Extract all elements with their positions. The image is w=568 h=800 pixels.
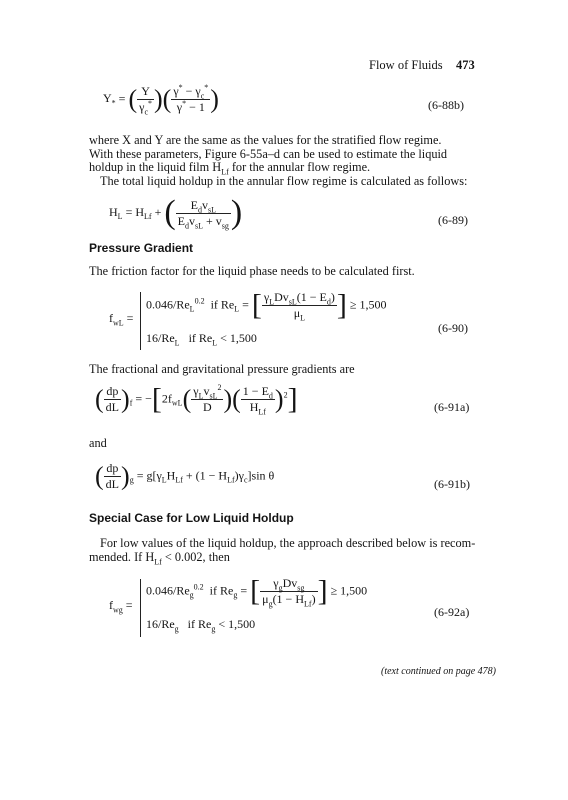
equation-6-89: $H_L = H_{Lf}$ + ( $\frac{E_dv_{sL}}{E_dv_{sL} + v_{sg}}$ ) [109, 194, 243, 231]
section-heading: Pressure Gradient [89, 241, 194, 255]
equation-6-91b: ( $\frac{dp}{dL}$ )$_g = g[\gamma_LH_{Lf} + (1 - H_{Lf})\gamma_c]\sin$ θ [95, 461, 275, 491]
equation-6-91a: ( $\frac{dp}{dL}$ )$_f = -[2f_{wL}$( $\frac{\gamma_Lv_{sL}^2}{D}$ )( $\frac{1 - E_d}{H_{Lf}}$ )$^2$] [95, 382, 298, 417]
continued-note: (text continued on page 478) [381, 666, 496, 677]
page-number: 473 [456, 58, 475, 72]
paragraph-line: The friction factor for the liquid phase needs to be calculated first. [89, 264, 415, 278]
paragraph-line: and [89, 436, 107, 450]
paragraph-line: mended. If $H_{Lf} < 0.002$, then [89, 550, 230, 567]
paragraph-line: holdup in the liquid film $H_{Lf}$ for the annular flow regime. [89, 160, 371, 177]
equation-number-6-88b: (6-88b) [428, 98, 464, 112]
equation-number-6-91b: (6-91b) [434, 477, 470, 491]
paragraph-line: For low values of the liquid holdup, the approach described below is recom- [100, 536, 476, 550]
equation-6-90-lhs: $f_{wL}$ = [109, 311, 134, 328]
equation-number-6-92a: (6-92a) [434, 605, 470, 619]
paragraph-line: With these parameters, Figure 6-55a–d can be used to estimate the liquid [89, 147, 448, 161]
equation-number-6-91a: (6-91a) [434, 400, 470, 414]
equation-6-88b: $Y_*$ = ( $\frac{Y}{\gamma_c^*}$ )( $\frac{\gamma^* - \gamma_c^*}{\gamma^* - 1}$ ) [103, 83, 219, 117]
equation-number-6-90: (6-90) [438, 321, 468, 335]
equation-brace [140, 292, 141, 350]
equation-6-92a-case1: $0.046/Re_g^{0.2}$ if $Re_g$ = [ $\frac{\gamma_gDv_{sg}}{\mu_g(1 - H_{Lf})}$ ] ≥ 1,500 [146, 574, 368, 609]
section-heading: Special Case for Low Liquid Holdup [89, 511, 294, 525]
equation-number-6-89: (6-89) [438, 213, 468, 227]
equation-6-90-case2: $16/Re_L$ if $Re_L < 1,500$ [146, 331, 257, 348]
equation-6-92a-case2: $16/Re_g$ if $Re_g < 1,500$ [146, 617, 256, 634]
equation-6-92a-lhs: $f_{wg}$ = [109, 598, 133, 615]
paragraph-line: where X and Y are the same as the values for the stratified flow regime. [89, 133, 442, 147]
equation-brace [140, 579, 141, 637]
paragraph-line: The fractional and gravitational pressure gradients are [89, 362, 355, 376]
equation-6-90-case1: $0.046/Re_L^{0.2}$ if $Re_L$ = [ $\frac{\gamma_LDv_{sL}(1 - E_d)}{\mu_L}$ ] ≥ 1,500 [146, 288, 387, 323]
running-title: Flow of Fluids [369, 58, 443, 72]
paragraph-line: The total liquid holdup in the annular flow regime is calculated as follows: [100, 174, 468, 188]
